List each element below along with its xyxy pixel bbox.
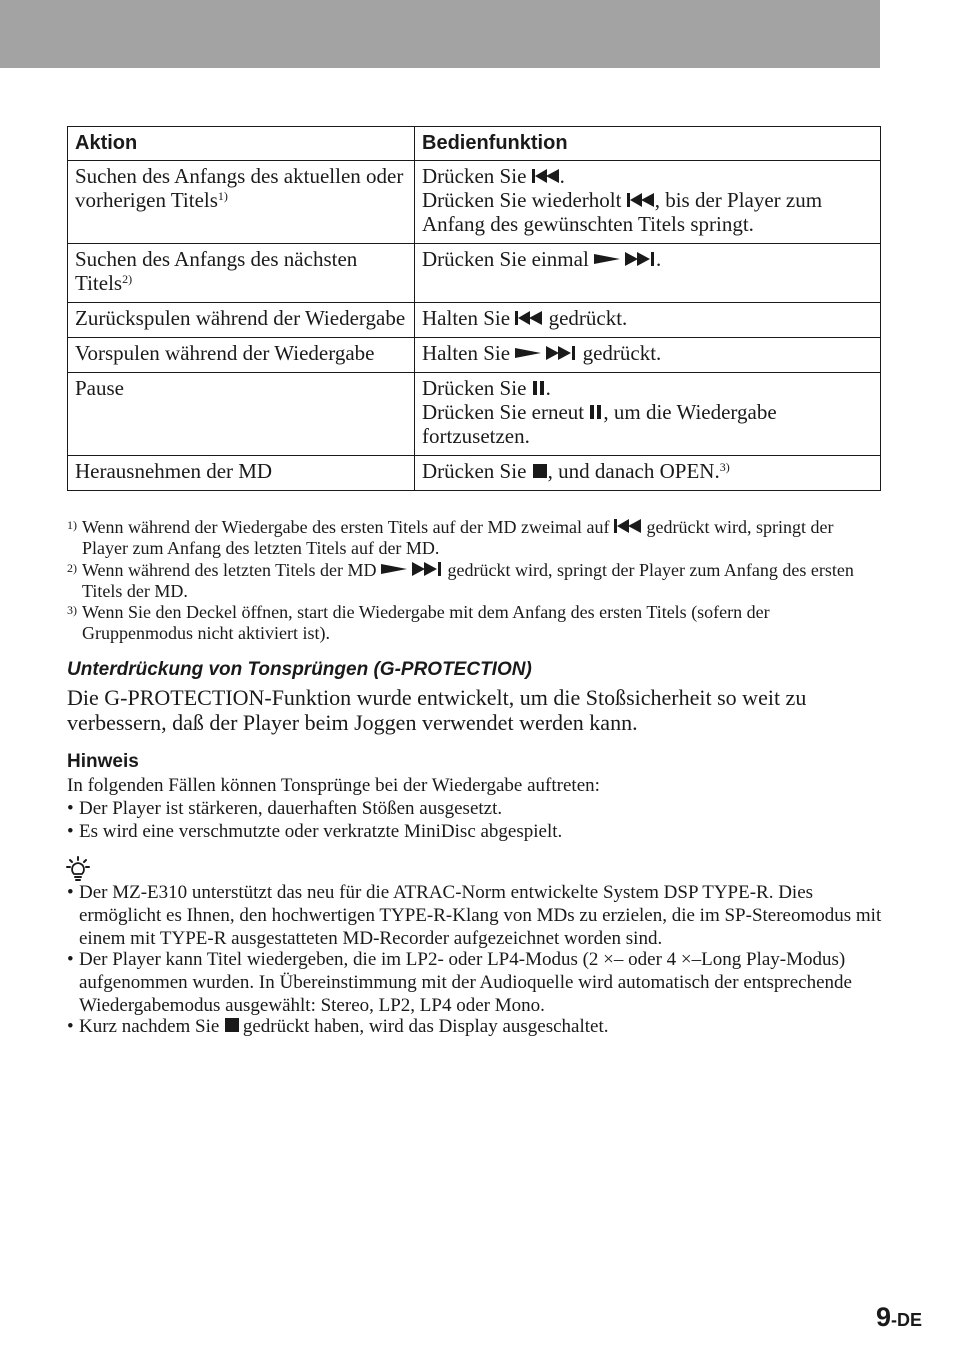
table-row bbox=[68, 456, 881, 491]
column-header-operation: Bedienfunktion bbox=[415, 127, 881, 161]
op-text: Drücken Sie erneut bbox=[422, 400, 590, 424]
stop-icon bbox=[532, 460, 548, 476]
lightbulb-icon bbox=[66, 856, 90, 882]
column-header-action: Aktion bbox=[68, 127, 415, 161]
prev-track-icon bbox=[532, 165, 560, 181]
bullet-text: gedrückt haben, wird das Display ausgeschaltet. bbox=[238, 1016, 609, 1037]
action-text: Suchen des Anfangs des nächsten Titels bbox=[75, 247, 358, 295]
prev-track-icon bbox=[627, 189, 655, 205]
footnote-mark: 2) bbox=[67, 561, 77, 575]
prev-track-icon bbox=[515, 307, 543, 323]
op-line bbox=[422, 306, 873, 330]
operations-table bbox=[67, 126, 881, 491]
op-text: , bis der Player zum Anfang des gewünschten Titels springt. bbox=[422, 188, 823, 236]
bullet-dot: • bbox=[67, 949, 74, 970]
operation-cell bbox=[415, 456, 881, 491]
op-text: Drücken Sie bbox=[422, 459, 532, 483]
tip-bullet bbox=[67, 881, 882, 950]
op-line bbox=[422, 188, 873, 236]
note-title: Hinweis bbox=[67, 751, 139, 772]
op-text: gedrückt. bbox=[577, 341, 662, 365]
action-text: Vorspulen während der Wiedergabe bbox=[75, 341, 375, 365]
op-text: Halten Sie bbox=[422, 341, 516, 365]
operation-cell bbox=[415, 303, 881, 338]
operation-cell bbox=[415, 244, 881, 303]
bullet-text: Der Player kann Titel wiedergeben, die im LP2- oder LP4-Modus (2 ×– oder 4 ×–Long Play-Modus) aufgenommen wurden. In Übereinstimmung mit der Audioquelle wird automatisch der entsprechende Wiedergabemodus ausgewählt: Stereo, LP2, LP4 oder Mono. bbox=[79, 949, 852, 1016]
op-line bbox=[422, 164, 873, 188]
action-cell bbox=[68, 303, 415, 338]
op-text: Drücken Sie bbox=[422, 164, 532, 188]
bullet-text: Kurz nachdem Sie bbox=[79, 1016, 225, 1037]
bullet-dot: • bbox=[67, 882, 74, 903]
action-cell bbox=[68, 373, 415, 456]
footnote-mark: 1) bbox=[67, 518, 77, 532]
op-text: . bbox=[656, 247, 662, 271]
bullet-dot: • bbox=[67, 798, 74, 819]
action-cell bbox=[68, 244, 415, 303]
header-bar bbox=[0, 0, 880, 68]
play-next-track-icon bbox=[515, 342, 577, 358]
footnote-text: gedrückt wird, springt der Player zum Anfang des letzten Titels auf der MD. bbox=[82, 517, 834, 558]
play-next-track-icon bbox=[594, 248, 656, 264]
op-text: gedrückt. bbox=[543, 306, 628, 330]
footnote-text: Wenn Sie den Deckel öffnen, start die Wiedergabe mit dem Anfang des ersten Titels (sofern der Gruppenmodus nicht aktiviert ist). bbox=[82, 602, 770, 643]
footnote bbox=[67, 560, 882, 602]
page-number-suffix: -DE bbox=[891, 1310, 923, 1330]
footnote bbox=[67, 602, 882, 644]
play-next-track-icon bbox=[381, 561, 443, 574]
footnote-mark: 3) bbox=[67, 603, 77, 617]
bullet-dot: • bbox=[67, 1016, 74, 1037]
action-text: Suchen des Anfangs des aktuellen oder vorherigen Titels bbox=[75, 164, 404, 212]
action-text: Herausnehmen der MD bbox=[75, 459, 273, 483]
table-row bbox=[68, 373, 881, 456]
table-header-row bbox=[68, 127, 881, 161]
page-number-value: 9 bbox=[876, 1302, 892, 1332]
op-text: Drücken Sie bbox=[422, 376, 532, 400]
table-row bbox=[68, 303, 881, 338]
tip-bullet bbox=[67, 948, 882, 1017]
op-text: . bbox=[559, 164, 565, 188]
op-text: , und danach OPEN. bbox=[547, 459, 720, 483]
action-text: Pause bbox=[75, 376, 124, 400]
bullet-text: Der Player ist stärkeren, dauerhaften Stößen ausgesetzt. bbox=[79, 798, 503, 819]
op-text: Drücken Sie einmal bbox=[422, 247, 595, 271]
op-text: , um die Wiedergabe fortzusetzen. bbox=[422, 400, 777, 448]
bullet-text: Der MZ-E310 unterstützt das neu für die ATRAC-Norm entwickelte System DSP TYPE-R. Dies ermöglicht es Ihnen, den hochwertigen TYPE-R-Klang von MDs zu erzielen, die im SP-Stereomodus mit einem mit TYPE-R ausgestatteten MD-Recorder aufgezeichnet worden sind. bbox=[79, 882, 882, 949]
table-row bbox=[68, 161, 881, 244]
footnote-ref: 2) bbox=[122, 272, 133, 286]
tip-bullet bbox=[67, 1015, 882, 1038]
stop-icon bbox=[224, 1016, 238, 1030]
op-line bbox=[422, 400, 873, 448]
section-paragraph: Die G-PROTECTION-Funktion wurde entwickelt, um die Stoßsicherheit so weit zu verbessern, daß der Player beim Joggen verwendet werden kann. bbox=[67, 685, 807, 735]
action-cell bbox=[68, 456, 415, 491]
footnote-ref: 1) bbox=[217, 189, 228, 203]
footnote-ref: 3) bbox=[719, 460, 730, 474]
operation-cell bbox=[415, 338, 881, 373]
table-body bbox=[68, 161, 881, 491]
section-title: Unterdrückung von Tonsprüngen (G-PROTECTION) bbox=[67, 659, 532, 680]
op-text: . bbox=[545, 376, 551, 400]
pause-icon bbox=[532, 377, 546, 393]
op-line bbox=[422, 459, 873, 483]
footnote-text: Wenn während der Wiedergabe des ersten Titels auf der MD zweimal auf bbox=[82, 517, 614, 537]
table-row bbox=[68, 338, 881, 373]
pause-icon bbox=[589, 401, 603, 417]
operation-cell bbox=[415, 161, 881, 244]
note-intro: In folgenden Fällen können Tonsprünge bei der Wiedergabe auftreten: bbox=[67, 775, 600, 796]
op-line bbox=[422, 247, 873, 271]
bullet-dot: • bbox=[67, 821, 74, 842]
footnote bbox=[67, 517, 882, 559]
op-line bbox=[422, 341, 873, 365]
prev-track-icon bbox=[614, 518, 642, 531]
op-line bbox=[422, 376, 873, 400]
action-text: Zurückspulen während der Wiedergabe bbox=[75, 306, 406, 330]
op-text: Halten Sie bbox=[422, 306, 516, 330]
action-cell bbox=[68, 161, 415, 244]
footnote-text: Wenn während des letzten Titels der MD bbox=[82, 560, 381, 580]
page-number bbox=[876, 1302, 922, 1333]
footnote-text: gedrückt wird, springt der Player zum Anfang des ersten Titels der MD. bbox=[82, 560, 854, 601]
action-cell bbox=[68, 338, 415, 373]
table-row bbox=[68, 244, 881, 303]
note-bullet bbox=[67, 820, 882, 843]
op-text: Drücken Sie wiederholt bbox=[422, 188, 627, 212]
operation-cell bbox=[415, 373, 881, 456]
bullet-text: Es wird eine verschmutzte oder verkratzte MiniDisc abgespielt. bbox=[79, 821, 563, 842]
note-bullet bbox=[67, 797, 882, 820]
